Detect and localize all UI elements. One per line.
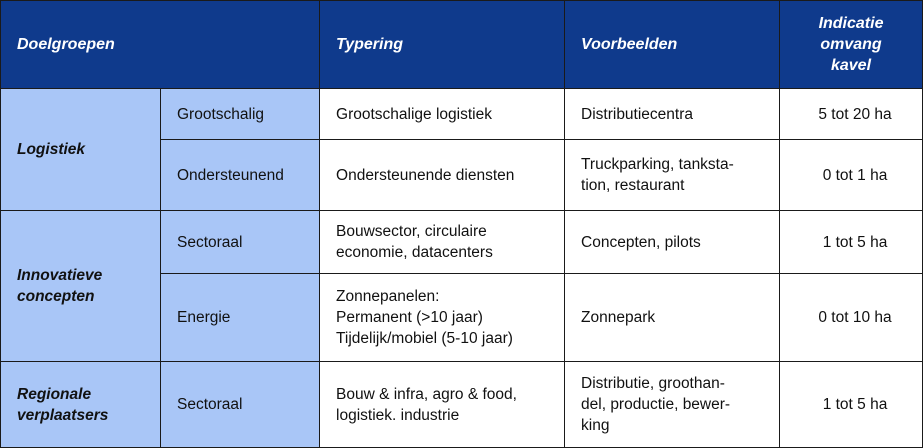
typering-line: Tijdelijk/mobiel (5-10 jaar) bbox=[336, 330, 513, 347]
voorbeelden-line: king bbox=[581, 417, 610, 434]
omvang-cell: 5 tot 20 ha bbox=[780, 89, 923, 140]
group-logistiek: Logistiek bbox=[1, 89, 161, 211]
voorbeelden-line: Distributie, groothan- bbox=[581, 375, 725, 392]
voorbeelden-cell bbox=[565, 211, 780, 274]
voorbeelden-cell bbox=[565, 274, 780, 362]
omvang-cell: 1 tot 5 ha bbox=[780, 211, 923, 274]
voorbeelden-line: Zonnepark bbox=[581, 309, 656, 326]
group-line: verplaatsers bbox=[17, 406, 109, 424]
typering-line: logistiek. industrie bbox=[336, 406, 460, 424]
typering-cell bbox=[320, 274, 565, 362]
subgroup-cell: Grootschalig bbox=[161, 89, 320, 140]
typering-line: Ondersteunende diensten bbox=[336, 166, 515, 184]
typering-line: Permanent (>10 jaar) bbox=[336, 309, 483, 326]
table-header-row bbox=[1, 1, 923, 89]
header-voorbeelden: Voorbeelden bbox=[565, 1, 780, 89]
typering-cell bbox=[320, 362, 565, 448]
voorbeelden-cell bbox=[565, 362, 780, 448]
typering-cell bbox=[320, 211, 565, 274]
group-line: Innovatieve bbox=[17, 267, 103, 284]
typering-line: economie, datacenters bbox=[336, 244, 493, 261]
typering-line: Bouw & infra, agro & food, bbox=[336, 385, 517, 403]
typering-line: Zonnepanelen: bbox=[336, 288, 440, 305]
header-typering: Typering bbox=[320, 1, 565, 89]
group-line: concepten bbox=[17, 288, 95, 305]
group-line: Regionale bbox=[17, 385, 92, 403]
header-indicatie-line: kavel bbox=[830, 57, 872, 74]
voorbeelden-line: Concepten, pilots bbox=[581, 233, 701, 251]
table-row bbox=[1, 362, 923, 448]
subgroup-cell: Energie bbox=[161, 274, 320, 362]
table-row bbox=[1, 89, 923, 140]
table-row bbox=[1, 211, 923, 274]
header-indicatie-omvang-kavel bbox=[780, 1, 923, 89]
subgroup-cell: Sectoraal bbox=[161, 211, 320, 274]
typering-line: Grootschalige logistiek bbox=[336, 105, 492, 123]
subgroup-cell: Ondersteunend bbox=[161, 140, 320, 211]
voorbeelden-line: del, productie, bewer- bbox=[581, 396, 731, 413]
header-indicatie-line: Indicatie bbox=[818, 15, 884, 32]
header-doelgroepen: Doelgroepen bbox=[1, 1, 320, 89]
header-indicatie-line: omvang bbox=[820, 36, 882, 53]
voorbeelden-line: tion, restaurant bbox=[581, 177, 685, 194]
omvang-cell: 0 tot 10 ha bbox=[780, 274, 923, 362]
voorbeelden-cell bbox=[565, 89, 780, 140]
group-innovatieve-concepten bbox=[1, 211, 161, 362]
typering-cell bbox=[320, 89, 565, 140]
group-regionale-verplaatsers bbox=[1, 362, 161, 448]
voorbeelden-cell bbox=[565, 140, 780, 211]
omvang-cell: 0 tot 1 ha bbox=[780, 140, 923, 211]
voorbeelden-line: Distributiecentra bbox=[581, 105, 694, 123]
typering-cell bbox=[320, 140, 565, 211]
omvang-cell: 1 tot 5 ha bbox=[780, 362, 923, 448]
subgroup-cell: Sectoraal bbox=[161, 362, 320, 448]
typering-line: Bouwsector, circulaire bbox=[336, 223, 487, 240]
voorbeelden-line: Truckparking, tanksta- bbox=[581, 156, 734, 173]
